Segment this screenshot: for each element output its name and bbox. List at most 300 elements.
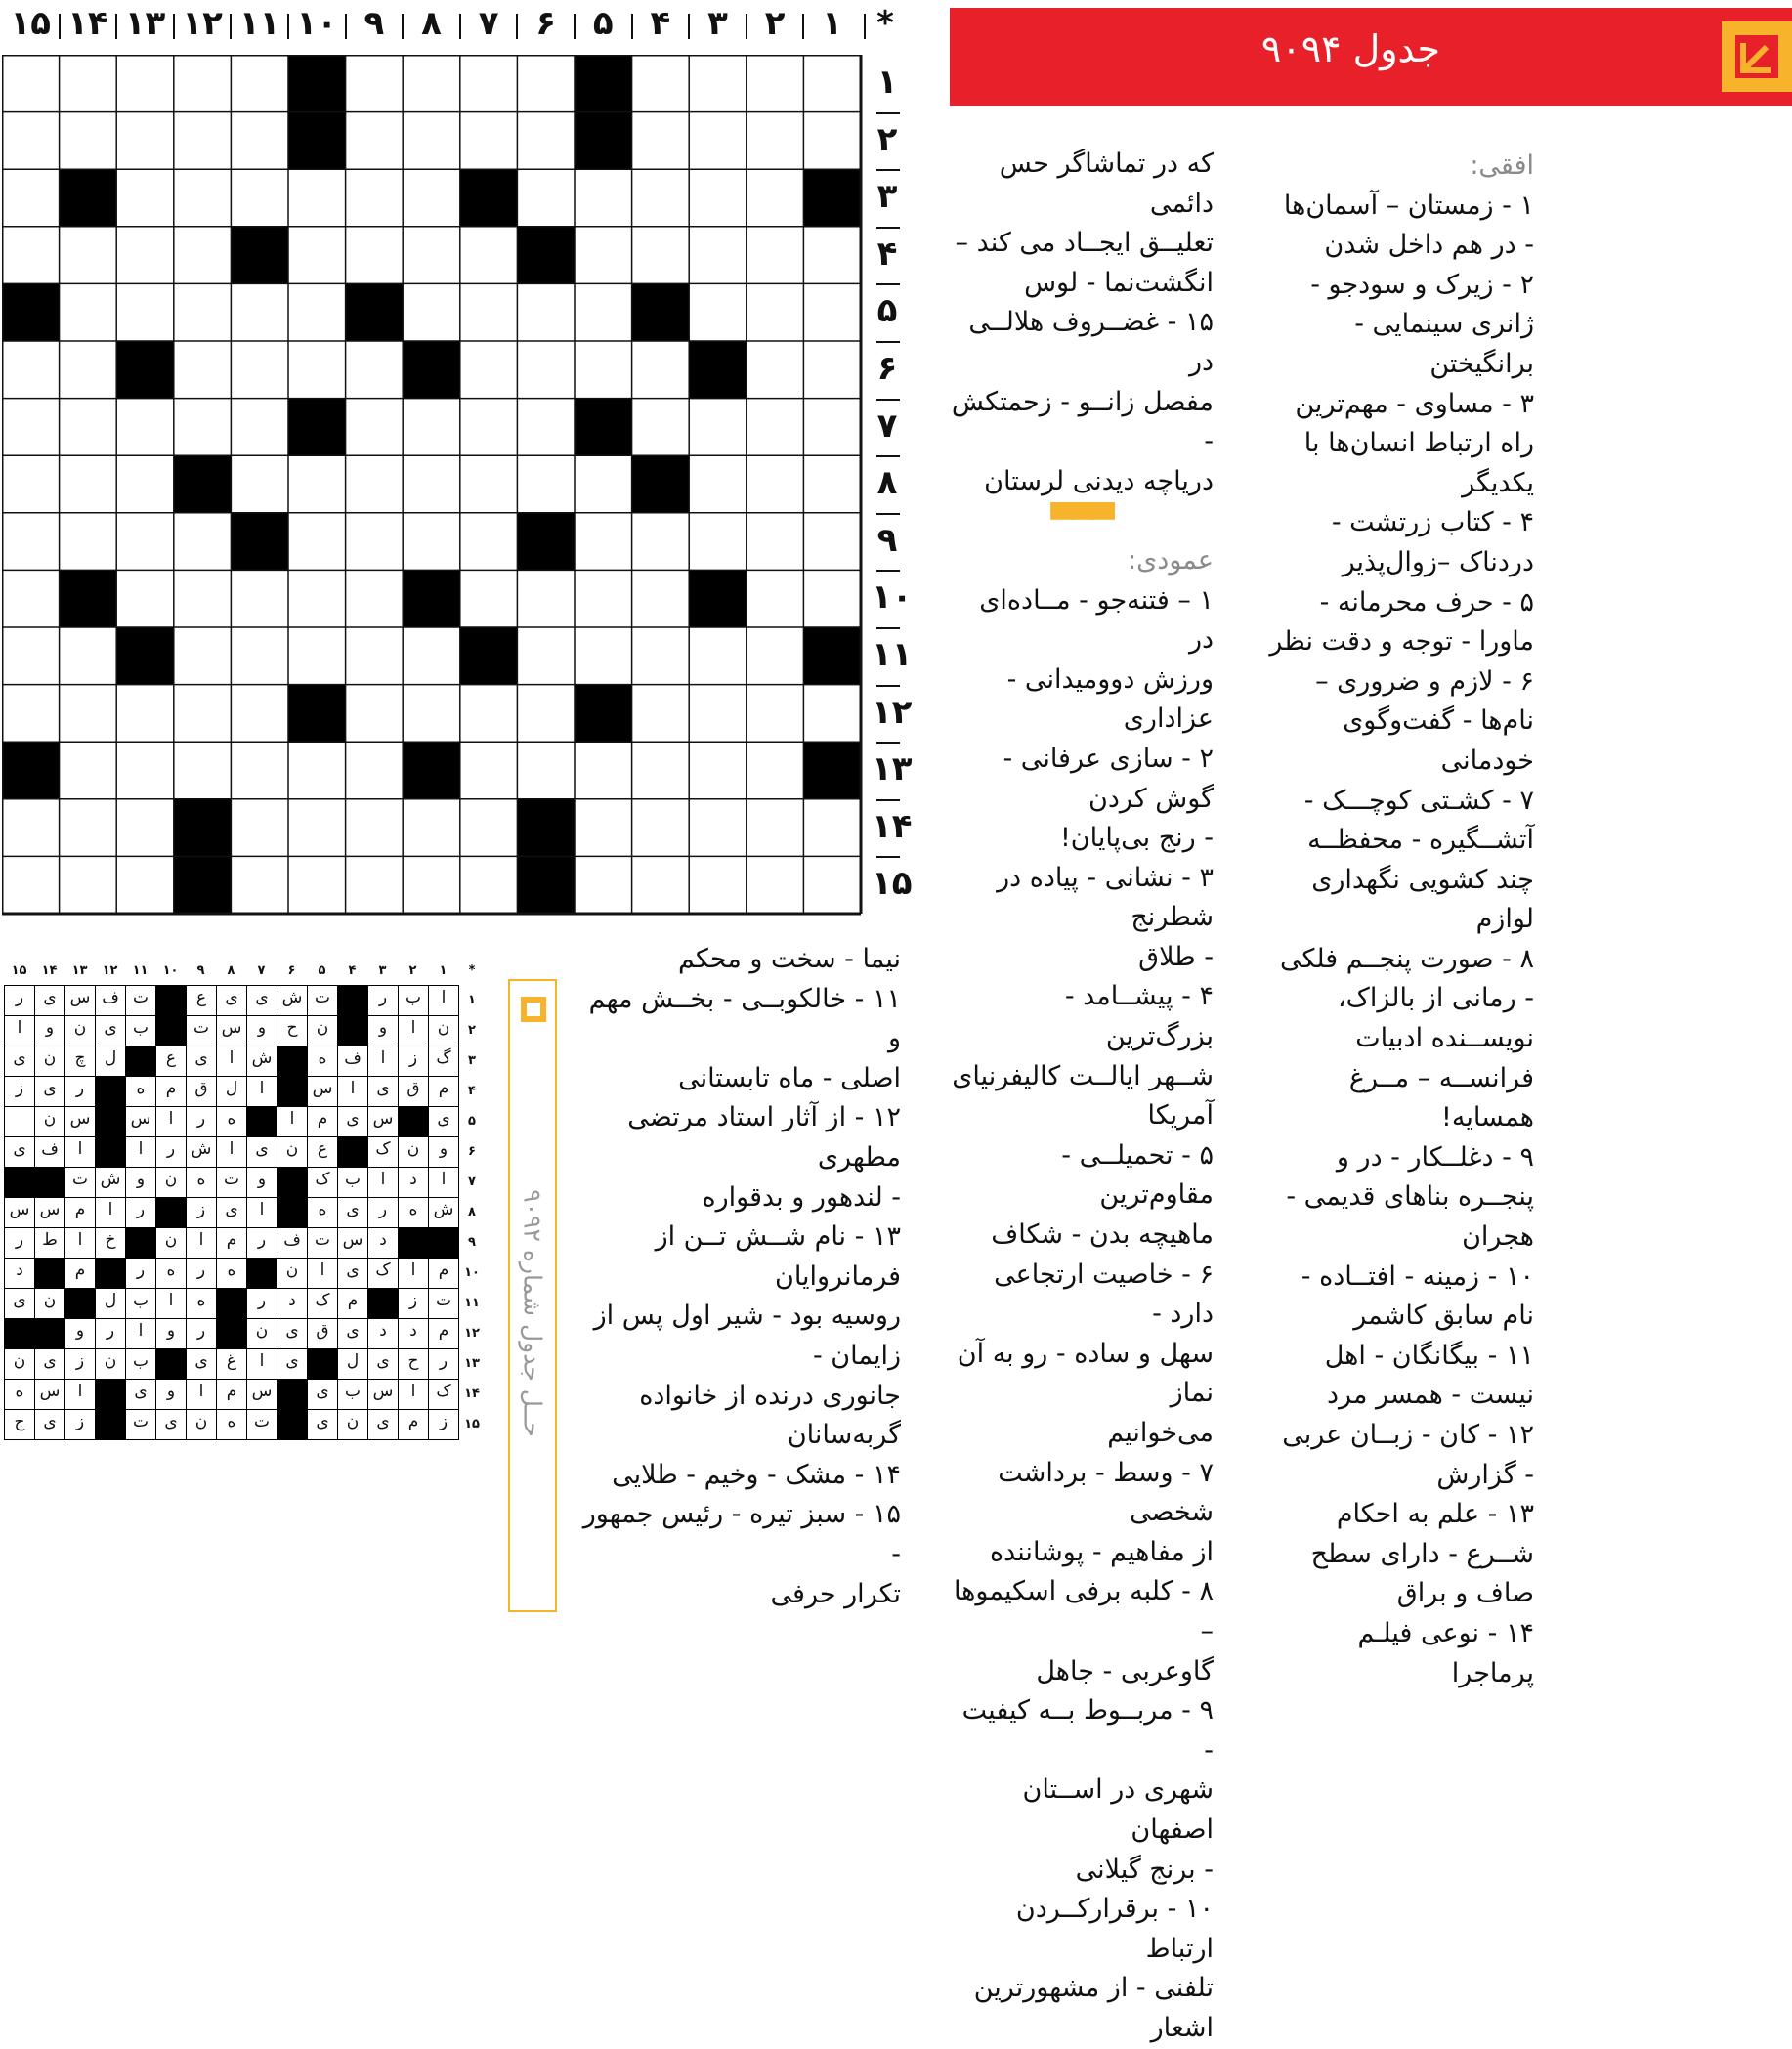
solution-black-cell <box>155 985 187 1016</box>
solution-row-number: ۱ <box>468 993 476 1007</box>
solution-cell: ز <box>64 1348 96 1380</box>
solution-cell: ب <box>398 985 429 1016</box>
row-separator <box>876 455 900 457</box>
solution-cell: ی <box>4 1046 35 1077</box>
solution-cell: د <box>398 1167 429 1198</box>
row-number: ۱۴ <box>872 806 913 846</box>
solution-cell: ا <box>246 1348 277 1380</box>
row-separator <box>876 169 900 171</box>
solution-cell: ی <box>34 1348 65 1380</box>
solution-black-cell <box>95 1106 126 1137</box>
vertical-clue-line: - رنج بی‌پایان! <box>1059 823 1214 854</box>
column-separator <box>459 14 461 39</box>
solution-cell: ش <box>95 1167 126 1198</box>
column-star: * <box>876 4 894 43</box>
solution-cell: ر <box>246 1227 277 1259</box>
row-separator <box>876 513 900 515</box>
solution-cell: ل <box>216 1076 247 1107</box>
horizontal-clue: ۱۴ - نوعی فیلـم پرماجرا <box>1357 1617 1534 1688</box>
solution-column-number: ۷ <box>257 963 266 978</box>
solution-cell: ه <box>216 1258 247 1289</box>
solution-black-cell <box>277 1379 308 1410</box>
solution-cell: ی <box>367 1409 399 1440</box>
solution-cell: م <box>428 1258 459 1289</box>
vertical-clue-line: ۱۰ - برقرارکــردن ارتباط <box>1015 1894 1214 1964</box>
solution-row-number: ۵ <box>468 1114 476 1129</box>
solution-cell: ن <box>155 1167 187 1198</box>
solution-cell: چ <box>64 1046 96 1077</box>
solution-cell: د <box>367 1318 399 1349</box>
vertical-clue-line: ۹ - مربــوط بــه کیفیت - <box>961 1695 1214 1766</box>
row-number: ۱۰ <box>872 577 913 618</box>
solution-cell: ی <box>125 1379 156 1410</box>
vertical-clue-line: ۴ - پیشــامد - بزرگ‌ترین <box>1064 981 1214 1052</box>
solution-black-cell <box>216 1318 247 1349</box>
solution-cell: خ <box>95 1227 126 1259</box>
brand-logo-small-icon <box>521 997 546 1022</box>
row-separator <box>876 627 900 629</box>
solution-cell: ی <box>4 1136 35 1168</box>
solution-cell: ا <box>125 1318 156 1349</box>
solution-column-number: ۱۱ <box>132 963 149 978</box>
column-separator <box>631 14 633 39</box>
solution-cell: ا <box>64 1136 96 1168</box>
solution-cell: س <box>307 1076 338 1107</box>
solution-cell: ل <box>95 1046 126 1077</box>
column-separator <box>402 14 404 39</box>
row-separator <box>876 685 900 687</box>
solution-cell: ف <box>337 1046 368 1077</box>
clue-line: که در تماشاگر حس دائمی <box>999 149 1214 219</box>
solution-cell: ی <box>34 1409 65 1440</box>
solution-cell: س <box>34 1379 65 1410</box>
vertical-clue-line: - برنج گیلانی <box>1075 1854 1214 1885</box>
solution-cell: ه <box>307 1046 338 1077</box>
solution-cell: ق <box>307 1318 338 1349</box>
solution-cell: ه <box>307 1197 338 1228</box>
solution-cell: ا <box>337 1076 368 1107</box>
solution-cell: ی <box>337 1258 368 1289</box>
solution-cell: ت <box>307 985 338 1016</box>
solution-cell: ا <box>155 1288 187 1319</box>
solution-cell: ح <box>398 1348 429 1380</box>
solution-cell: ی <box>34 1076 65 1107</box>
row-separator <box>876 112 900 114</box>
solution-cell: ک <box>307 1288 338 1319</box>
solution-cell: ن <box>34 1106 65 1137</box>
clue-line: اصلی - ماه تابستانی <box>678 1062 901 1093</box>
solution-cell: ح <box>277 1015 308 1046</box>
column-separator <box>746 14 747 39</box>
solution-cell: ن <box>64 1015 96 1046</box>
vertical-clue-line: تلفنی - از مشهورترین اشعار <box>973 1973 1214 2043</box>
clues-column-3 <box>576 940 901 1614</box>
solution-black-cell <box>95 1258 126 1289</box>
solution-cell: ک <box>307 1167 338 1198</box>
vertical-clue-line: گاوعربی - جاهل <box>1036 1655 1214 1686</box>
solution-column-number: ۹ <box>196 963 205 978</box>
solution-black-cell <box>337 1136 368 1168</box>
solution-cell: و <box>367 1015 399 1046</box>
solution-column-number: ۸ <box>227 963 235 978</box>
solution-row-number: ۹ <box>468 1235 476 1250</box>
column-separator <box>173 14 175 39</box>
column-number: ۱۱ <box>238 4 280 43</box>
solution-black-cell <box>307 1348 338 1380</box>
row-separator <box>876 399 900 401</box>
solution-cell: ه <box>186 1167 217 1198</box>
clue-line: جانوری درنده از خانواده گربه‌سانان <box>639 1380 901 1451</box>
solution-cell: ی <box>277 1348 308 1380</box>
solution-column-number: ۴ <box>348 963 357 978</box>
solution-cell: ه <box>155 1258 187 1289</box>
column-number: ۷ <box>478 4 499 43</box>
clue-line: ۱۵ - سبز تیره - رئیس جمهور - <box>582 1499 901 1569</box>
solution-cell: و <box>34 1015 65 1046</box>
column-number: ۱ <box>822 4 843 43</box>
solution-cell: ه <box>125 1076 156 1107</box>
solution-black-cell <box>95 1379 126 1410</box>
solution-cell: م <box>337 1288 368 1319</box>
solution-cell: ه <box>4 1379 35 1410</box>
solution-cell: ا <box>367 1046 399 1077</box>
solution-cell: ر <box>186 1106 217 1137</box>
solution-cell: ک <box>367 1136 399 1168</box>
solution-cell: و <box>246 1015 277 1046</box>
column-separator <box>59 14 61 39</box>
solution-cell: و <box>64 1318 96 1349</box>
vertical-clue-line: شهری در اســتان اصفهان <box>1022 1774 1214 1845</box>
solution-cell: ی <box>4 1288 35 1319</box>
solution-column-number: ۲ <box>408 963 417 978</box>
row-separator <box>876 856 900 858</box>
vertical-clue-line: ۳ - نشانی - پیاده در شطرنج <box>997 862 1214 933</box>
solution-black-cell <box>95 1076 126 1107</box>
horizontal-clue: ۷ - کشـتی کوچـــک - آتشــگیره - محفظــه چند کشویی نگهداری لوازم <box>1303 785 1534 935</box>
column-number: ۳ <box>707 4 728 43</box>
solution-cell: ق <box>398 1076 429 1107</box>
solution-black-cell <box>277 1167 308 1198</box>
solution-column-number: ۵ <box>318 963 326 978</box>
solution-cell: ز <box>398 1288 429 1319</box>
solution-cell: ا <box>277 1106 308 1137</box>
solution-cell: ر <box>4 985 35 1016</box>
solution-black-cell <box>277 1409 308 1440</box>
row-number: ۴ <box>876 234 898 274</box>
vertical-clue-line: می‌خوانیم <box>1107 1418 1214 1448</box>
solution-black-cell <box>398 1227 429 1259</box>
solution-cell: گ <box>428 1046 459 1077</box>
solution-cell: م <box>64 1197 96 1228</box>
vertical-clue-line: ۶ - خاصیت ارتجاعی دارد - <box>994 1259 1214 1330</box>
vertical-clue-line: ۷ - وسط - برداشت شخصی <box>998 1457 1214 1528</box>
clue-line: ۱۵ - غضــروف هلالــی در <box>968 307 1214 377</box>
clue-line: روسیه بود - شیر اول پس از زایمان - <box>593 1301 901 1371</box>
row-number: ۷ <box>876 406 898 446</box>
clue-line: ۱۳ - نام شــش تــن از فرمانروایان <box>655 1221 901 1292</box>
column-separator <box>115 14 117 39</box>
column-separator <box>864 14 866 39</box>
solution-cell: ز <box>428 1409 459 1440</box>
solution-cell: ن <box>155 1227 187 1259</box>
solution-cell: س <box>246 1379 277 1410</box>
solution-cell: ر <box>4 1227 35 1259</box>
row-separator <box>876 283 900 285</box>
solution-cell: ع <box>307 1136 338 1168</box>
solution-black-cell <box>428 1227 459 1259</box>
vertical-clue-line: آمریکا <box>1147 1100 1214 1131</box>
solution-cell: م <box>64 1258 96 1289</box>
solution-cell: و <box>155 1318 187 1349</box>
solution-cell <box>4 1106 35 1137</box>
vertical-clue-line: از مفاهیم - پوشاننده <box>989 1536 1214 1567</box>
solution-cell: ی <box>34 985 65 1016</box>
clue-line: تکرار حرفی <box>770 1578 901 1609</box>
solution-cell: ط <box>34 1227 65 1259</box>
puzzle-title: جدول ۹۰۹۴ <box>1260 27 1440 70</box>
column-number: ۱۰ <box>296 4 338 43</box>
solution-cell: ی <box>337 1318 368 1349</box>
solution-row-number: ۱۲ <box>464 1326 480 1341</box>
solution-cell: ی <box>155 1409 187 1440</box>
solution-cell: م <box>428 1076 459 1107</box>
horizontal-clue: ۵ - حرف محرمانه - ماورا - توجه و دقت نظر <box>1269 586 1534 658</box>
horizontal-heading: افقی: <box>1470 150 1534 181</box>
solution-row-number: ۱۵ <box>464 1417 480 1431</box>
puzzle-banner <box>950 8 1792 106</box>
clues-horizontal <box>1268 147 1534 1693</box>
horizontal-clue: ۹ - دغلــکار - در و پنجــره بناهای قدیمی - هجران <box>1286 1141 1534 1253</box>
row-number: ۱۲ <box>872 692 913 732</box>
solution-cell: ب <box>125 1015 156 1046</box>
solution-cell: د <box>367 1227 399 1259</box>
solution-black-cell <box>277 1076 308 1107</box>
solution-black-cell <box>64 1288 96 1319</box>
clue-line: ۱۲ - از آثار استاد مرتضی مطهری <box>627 1102 901 1173</box>
solution-cell: ر <box>64 1076 96 1107</box>
solution-cell: ع <box>155 1046 187 1077</box>
column-separator <box>345 14 347 39</box>
column-separator <box>516 14 518 39</box>
solution-cell: ا <box>367 1167 399 1198</box>
solution-cell: ا <box>186 1379 217 1410</box>
clue-line: نیما - سخت و محکم <box>678 944 901 974</box>
solution-cell: ش <box>428 1197 459 1228</box>
solution-cell: ا <box>125 1136 156 1168</box>
solution-black-cell <box>155 1348 187 1380</box>
solution-cell: س <box>367 1379 399 1410</box>
solution-cell: ه <box>216 1106 247 1137</box>
solution-cell: ش <box>186 1136 217 1168</box>
horizontal-clue: ۲ - زیرک و سودجو - ژانری سینمایی - برانگیختن <box>1310 269 1534 379</box>
clue-line: ۱۱ - خالکوبــی - بخــش مهم و <box>588 983 901 1054</box>
solution-cell: ر <box>95 1318 126 1349</box>
solution-cell: س <box>34 1197 65 1228</box>
row-number: ۱۳ <box>872 749 913 790</box>
column-number: ۱۴ <box>67 4 108 43</box>
solution-black-cell <box>246 1106 277 1137</box>
solution-cell: س <box>367 1106 399 1137</box>
column-number: ۵ <box>592 4 614 43</box>
row-number: ۱ <box>876 63 898 102</box>
solution-cell: و <box>155 1379 187 1410</box>
solution-black-cell <box>34 1167 65 1198</box>
solution-cell: ا <box>398 1258 429 1289</box>
solution-cell: ی <box>367 1348 399 1380</box>
solution-row-number: ۱۳ <box>464 1356 480 1371</box>
column-separator <box>802 14 804 39</box>
clue-line: ۱۴ - مشک - وخیم - طلایی <box>612 1459 901 1490</box>
vertical-clue-line: ۵ - تحمیلــی - مقاوم‌ترین <box>1061 1139 1214 1211</box>
vertical-clue-line: ۸ - کلبه برفی اسکیموها – <box>953 1576 1214 1646</box>
solution-column-number: ۱۴ <box>41 963 58 978</box>
solution-cell: ن <box>277 1136 308 1168</box>
solution-cell: ک <box>367 1258 399 1289</box>
solution-black-cell <box>95 1409 126 1440</box>
solution-row-number: ۶ <box>468 1144 476 1159</box>
solution-cell: ز <box>4 1076 35 1107</box>
vertical-clue-line: ماهیچه بدن - شکاف <box>991 1219 1214 1251</box>
solution-cell: ر <box>186 1258 217 1289</box>
grid-lines <box>2 55 863 916</box>
solution-black-cell <box>337 985 368 1016</box>
vertical-clue-line: - طلاق <box>1138 941 1214 972</box>
solution-cell: و <box>246 1167 277 1198</box>
solution-cell: م <box>428 1318 459 1349</box>
column-number: ۱۵ <box>10 4 52 43</box>
solution-cell: ی <box>186 1046 217 1077</box>
column-number: ۸ <box>421 4 442 43</box>
solution-black-cell <box>125 1046 156 1077</box>
horizontal-clue: ۳ - مساوی - مهم‌ترین راه ارتباط انسان‌ها با یکدیگر <box>1295 388 1534 498</box>
solution-cell: ن <box>277 1258 308 1289</box>
solution-cell: ا <box>428 1167 459 1198</box>
solution-cell: س <box>64 985 96 1016</box>
horizontal-clue: ۸ - صورت پنجــم فلکی - رمانی از بالزاک، نویســنده ادبیات فرانســه – مــرغ همسایه! <box>1279 943 1534 1133</box>
solution-cell: ب <box>125 1348 156 1380</box>
solution-column-number: ۱۵ <box>11 963 27 978</box>
solution-cell: ا <box>155 1106 187 1137</box>
solution-cell: ا <box>246 1197 277 1228</box>
solution-column-number: ۶ <box>287 963 296 978</box>
row-separator <box>876 570 900 572</box>
solution-row-number: ۷ <box>468 1174 476 1189</box>
horizontal-clue: ۴ - کتاب زرتشت - دردناک –زوال‌پذیر <box>1331 507 1534 577</box>
solution-cell: ش <box>277 985 308 1016</box>
separator-dots: ▀▀▀ <box>1050 503 1113 538</box>
solution-column-number: ۱ <box>439 963 448 978</box>
solution-cell: ت <box>125 1409 156 1440</box>
solution-cell: ن <box>186 1409 217 1440</box>
solution-cell: م <box>398 1409 429 1440</box>
vertical-clue-line: ۲ - سازی عرفانی - گوش کردن <box>1003 743 1214 814</box>
solution-cell: ر <box>367 1197 399 1228</box>
solution-column-number: ۱۰ <box>162 963 179 978</box>
row-separator <box>876 341 900 343</box>
vertical-clue-line: ورزش دوومیدانی - عزاداری <box>1006 663 1214 735</box>
solution-row-number: ۲ <box>468 1023 476 1038</box>
solution-cell: ا <box>428 985 459 1016</box>
solution-black-cell <box>155 1197 187 1228</box>
solution-cell: ی <box>307 1409 338 1440</box>
solution-cell: ج <box>4 1409 35 1440</box>
solution-cell: ر <box>246 1288 277 1319</box>
solution-cell: د <box>277 1288 308 1319</box>
solution-black-cell <box>95 1136 126 1168</box>
solution-cell: ی <box>216 1197 247 1228</box>
solution-cell: ک <box>428 1379 459 1410</box>
solution-cell: غ <box>216 1348 247 1380</box>
solution-cell: ا <box>95 1197 126 1228</box>
row-number: ۳ <box>876 177 898 217</box>
column-number: ۲ <box>764 4 786 43</box>
solution-row-number: ۸ <box>468 1205 476 1219</box>
solution-cell: ی <box>216 985 247 1016</box>
column-separator <box>230 14 232 39</box>
solution-cell: ب <box>337 1379 368 1410</box>
solution-cell: ت <box>246 1409 277 1440</box>
solution-label: حــل جدول شماره ۹۰۹۲ <box>518 1189 547 1437</box>
row-separator <box>876 799 900 801</box>
solution-cell: ن <box>34 1046 65 1077</box>
solution-cell: ر <box>367 985 399 1016</box>
solution-cell: س <box>337 1227 368 1259</box>
solution-black-cell <box>246 1258 277 1289</box>
row-number: ۶ <box>876 349 898 388</box>
solution-cell: ب <box>337 1167 368 1198</box>
column-separator <box>574 14 576 39</box>
solution-cell: ت <box>428 1288 459 1319</box>
solution-cell: ت <box>216 1167 247 1198</box>
solution-cell: ا <box>246 1076 277 1107</box>
solution-cell: م <box>307 1106 338 1137</box>
vertical-clue-line: سهل و ساده - رو به آن نماز <box>957 1338 1214 1409</box>
solution-black-cell <box>125 1227 156 1259</box>
solution-cell: ی <box>337 1197 368 1228</box>
clue-line: مفصل زانــو - زحمتکش - <box>951 386 1214 457</box>
solution-cell: ن <box>246 1318 277 1349</box>
solution-cell: س <box>216 1015 247 1046</box>
solution-cell: ر <box>155 1136 187 1168</box>
solution-cell: ل <box>95 1288 126 1319</box>
row-number: ۸ <box>876 463 898 503</box>
horizontal-clue: ۱ - زمستان – آسمان‌ها - در هم داخل شدن <box>1283 190 1534 261</box>
vertical-clue-line: شــهر ایالــت کالیفرنیای <box>952 1060 1214 1091</box>
row-number: ۲ <box>876 119 898 159</box>
solution-black-cell <box>155 1015 187 1046</box>
solution-cell: ف <box>95 985 126 1016</box>
row-number: ۱۵ <box>872 864 913 904</box>
solution-cell: م <box>216 1379 247 1410</box>
column-number: ۱۳ <box>124 4 166 43</box>
solution-cell: ز <box>398 1046 429 1077</box>
solution-cell: ن <box>398 1136 429 1168</box>
solution-cell: ع <box>186 985 217 1016</box>
solution-cell: ی <box>337 1106 368 1137</box>
column-number: ۴ <box>650 4 671 43</box>
horizontal-clue: ۱۲ - کان - زبــان عربی - گزارش <box>1282 1420 1534 1490</box>
solution-black-cell <box>34 1258 65 1289</box>
solution-cell: ت <box>125 985 156 1016</box>
column-separator <box>287 14 289 39</box>
solution-cell: ا <box>398 1015 429 1046</box>
solution-cell: ا <box>216 1046 247 1077</box>
solution-cell: و <box>428 1136 459 1168</box>
solution-cell: ه <box>186 1288 217 1319</box>
solution-black-cell <box>367 1288 399 1319</box>
solution-cell: س <box>64 1106 96 1137</box>
solution-cell: ی <box>246 1136 277 1168</box>
